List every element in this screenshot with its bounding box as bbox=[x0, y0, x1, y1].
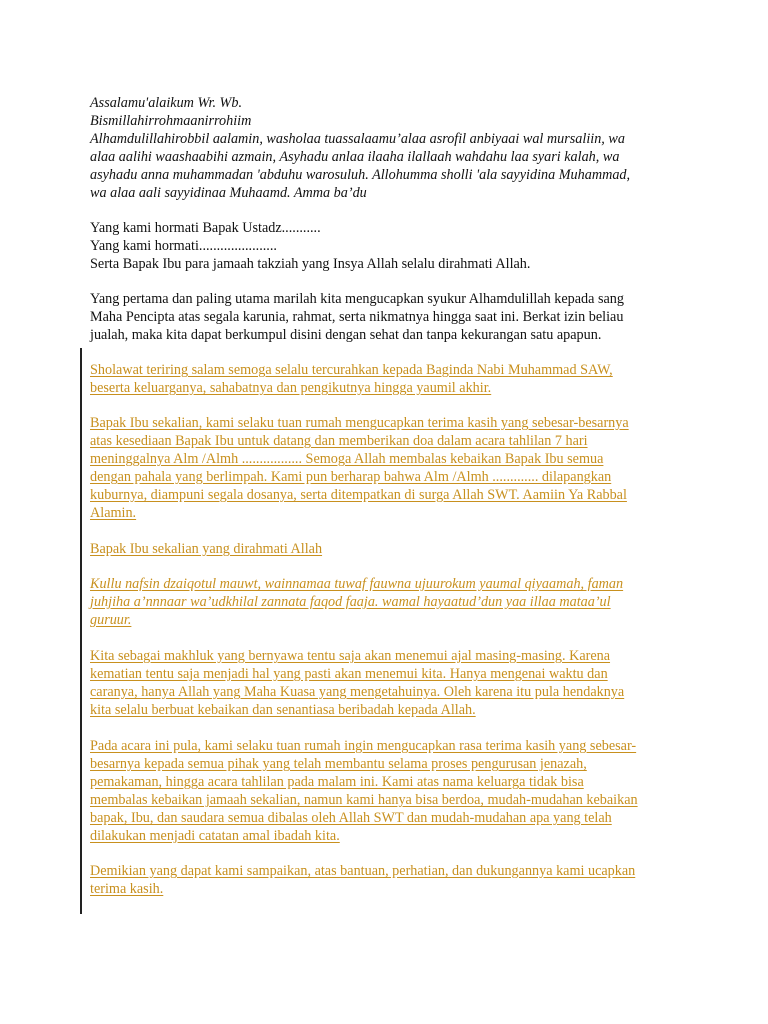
paragraph-kematian bbox=[90, 647, 690, 719]
text-line: kuburnya, diampuni segala dosanya, serta ditempatkan di surga Allah SWT. Aamiin Ya Rabbal bbox=[90, 487, 627, 503]
text-line: meninggalnya Alm /Almh ................. Semoga Allah membalas kebaikan Bapak Ibu semua bbox=[90, 451, 604, 467]
change-bar bbox=[80, 348, 82, 914]
text-line: besarnya kepada semua pihak yang telah membantu selama proses pengurusan jenazah, bbox=[90, 756, 587, 772]
text-line: atas kesediaan Bapak Ibu untuk datang dan memberikan doa dalam acara tahlilan 7 hari bbox=[90, 433, 588, 449]
text-line: Alhamdulillahirobbil aalamin, washolaa tuassalaamu’alaa asrofil anbiyaai wal mursaliin, wa bbox=[90, 131, 625, 147]
text-line: Serta Bapak Ibu para jamaah takziah yang Insya Allah selalu dirahmati Allah. bbox=[90, 256, 531, 272]
text-line: wa alaa aali sayyidinaa Muhaamd. Amma ba’du bbox=[90, 185, 367, 201]
paragraph-penutup bbox=[90, 862, 690, 898]
text-line: bapak, Ibu, dan saudara semua dibalas oleh Allah SWT dan mudah-mudahan apa yang telah bbox=[90, 810, 612, 826]
text-line: Kullu nafsin dzaiqotul mauwt, wainnamaa tuwaf fauwna ujuurokum yaumal qiyaamah, faman bbox=[90, 576, 624, 592]
text-line: dengan pahala yang berlimpah. Kami pun berharap bahwa Alm /Almh ............. dilapangkan bbox=[90, 469, 612, 485]
text-line: Maha Pencipta atas segala karunia, rahmat, serta nikmatnya hingga saat ini. Berkat izin beliau bbox=[90, 309, 624, 325]
text-line: kita selalu berbuat kebaikan dan senantiasa beribadah kepada Allah. bbox=[90, 702, 476, 718]
intro-paragraph bbox=[90, 290, 690, 344]
opening-salutation bbox=[90, 94, 690, 202]
text-line: Yang kami hormati Bapak Ustadz........... bbox=[90, 220, 321, 236]
paragraph-ayat bbox=[90, 575, 690, 629]
text-line: Assalamu'alaikum Wr. Wb. bbox=[90, 95, 243, 111]
text-line: Sholawat teriring salam semoga selalu tercurahkan kepada Baginda Nabi Muhammad SAW, bbox=[90, 362, 613, 378]
text-line: Yang pertama dan paling utama marilah kita mengucapkan syukur Alhamdulillah kepada sang bbox=[90, 291, 624, 307]
text-line: pemakaman, hingga acara tahlilan pada malam ini. Kami atas nama keluarga tidak bisa bbox=[90, 774, 584, 790]
text-line: alaa aalihi waashaabihi azmain, Asyhadu anlaa ilaaha ilallaah wahdahu laa syari kalah, wa bbox=[90, 149, 620, 165]
text-line: beserta keluarganya, sahabatnya dan pengikutnya hingga yaumil akhir. bbox=[90, 380, 492, 396]
paragraph-dirahmati bbox=[90, 540, 690, 558]
text-line: caranya, hanya Allah yang Maha Kuasa yang mengetahuinya. Oleh karena itu pula hendaknya bbox=[90, 684, 625, 700]
text-line: kematian tentu saja menjadi hal yang pasti akan menemui kita. Hanya mengenai waktu dan bbox=[90, 666, 608, 682]
text-line: guruur. bbox=[90, 612, 132, 628]
paragraph-terima-kasih bbox=[90, 414, 690, 522]
text-line: Kita sebagai makhluk yang bernyawa tentu saja akan menemui ajal masing-masing. Karena bbox=[90, 648, 611, 664]
text-line: juhjiha a’nnnaar wa’udkhilal zannata faqod faaja. wamal hayaatud’dun yaa illaa mataa’ul bbox=[90, 594, 611, 610]
text-line: Yang kami hormati...................... bbox=[90, 238, 277, 254]
text-line: membalas kebaikan jamaah sekalian, namun kami hanya bisa berdoa, mudah-mudahan kebaikan bbox=[90, 792, 638, 808]
paragraph-acara bbox=[90, 737, 690, 845]
text-line: Bapak Ibu sekalian, kami selaku tuan rumah mengucapkan terima kasih yang sebesar-besarnya bbox=[90, 415, 629, 431]
paragraph-sholawat bbox=[90, 361, 690, 397]
text-line: jualah, maka kita dapat berkumpul disini dengan sehat dan tanpa kekurangan satu apapun. bbox=[90, 327, 602, 343]
greetings bbox=[90, 219, 690, 273]
text-line: terima kasih. bbox=[90, 881, 164, 897]
text-line: asyhadu anna muhammadan 'abduhu warosuluh. Allohumma sholli 'ala sayyidina Muhammad, bbox=[90, 167, 631, 183]
text-line: Pada acara ini pula, kami selaku tuan rumah ingin mengucapkan rasa terima kasih yang sebesar- bbox=[90, 738, 637, 754]
text-line: Alamin. bbox=[90, 505, 137, 521]
text-line: dilakukan menjadi catatan amal ibadah kita. bbox=[90, 828, 340, 844]
text-line: Demikian yang dapat kami sampaikan, atas bantuan, perhatian, dan dukungannya kami ucapkan bbox=[90, 863, 636, 879]
text-line: Bapak Ibu sekalian yang dirahmati Allah bbox=[90, 541, 323, 557]
text-line: Bismillahirrohmaanirrohiim bbox=[90, 113, 252, 129]
